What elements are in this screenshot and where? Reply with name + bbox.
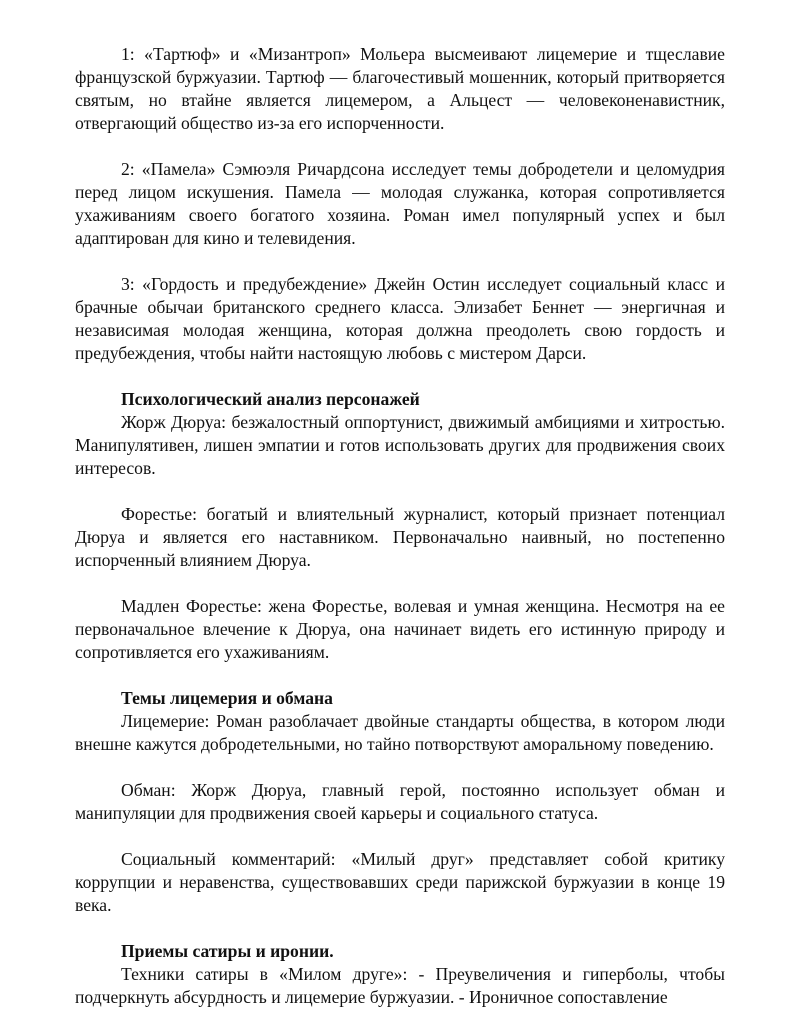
hypocrisy-paragraph-1: Лицемерие: Роман разоблачает двойные стандарты общества, в котором люди внешне кажутся добродетельными, но тайно потворствуют аморальному поведению. <box>75 711 725 754</box>
intro-paragraph-2: 2: «Памела» Сэмюэля Ричардсона исследует темы добродетели и целомудрия перед лицом искушения. Памела — молодая служанка, которая сопротивляется ухаживаниям своего богатого хозяина. Роман имел популярный успех и был адаптирован для кино и телевидения. <box>75 159 725 248</box>
psychology-heading: Психологический анализ персонажей <box>121 389 420 409</box>
satire-paragraph-1: Техники сатиры в «Милом друге»: - Преувеличения и гиперболы, чтобы подчеркнуть абсурдность и лицемерие буржуазии. - Ироничное сопоставление <box>75 964 725 1007</box>
intro-paragraph-1: 1: «Тартюф» и «Мизантроп» Мольера высмеивают лицемерие и тщеславие французской буржуазии. Тартюф — благочестивый мошенник, который притворяется святым, но втайне является лицемером, а Альцест — человеконенавистник, отвергающий общество из-за его испорченности. <box>75 44 725 133</box>
hypocrisy-paragraph-3: Социальный комментарий: «Милый друг» представляет собой критику коррупции и неравенства, существовавших среди парижской буржуазии в конце 19 века. <box>75 849 725 915</box>
document-page <box>75 43 725 1032</box>
psychology-paragraph-duroy: Жорж Дюруа: безжалостный оппортунист, движимый амбициями и хитростью. Манипулятивен, лишен эмпатии и готов использовать других для продвижения своих интересов. <box>75 412 725 478</box>
intro-paragraph-3: 3: «Гордость и предубеждение» Джейн Остин исследует социальный класс и брачные обычаи британского среднего класса. Элизабет Беннет — энергичная и независимая молодая женщина, которая должна преодолеть свою гордость и предубеждения, чтобы найти настоящую любовь с мистером Дарси. <box>75 274 725 363</box>
hypocrisy-heading: Темы лицемерия и обмана <box>121 688 333 708</box>
psychology-paragraph-madeleine: Мадлен Форестье: жена Форестье, волевая и умная женщина. Несмотря на ее первоначальное влечение к Дюруа, она начинает видеть его истинную природу и сопротивляется его ухаживаниям. <box>75 596 725 662</box>
psychology-paragraph-forestier: Форестье: богатый и влиятельный журналист, который признает потенциал Дюруа и является его наставником. Первоначально наивный, но постепенно испорченный влиянием Дюруа. <box>75 504 725 570</box>
satire-heading: Приемы сатиры и иронии. <box>121 941 334 961</box>
hypocrisy-paragraph-2: Обман: Жорж Дюруа, главный герой, постоянно использует обман и манипуляции для продвижения своей карьеры и социального статуса. <box>75 780 725 823</box>
